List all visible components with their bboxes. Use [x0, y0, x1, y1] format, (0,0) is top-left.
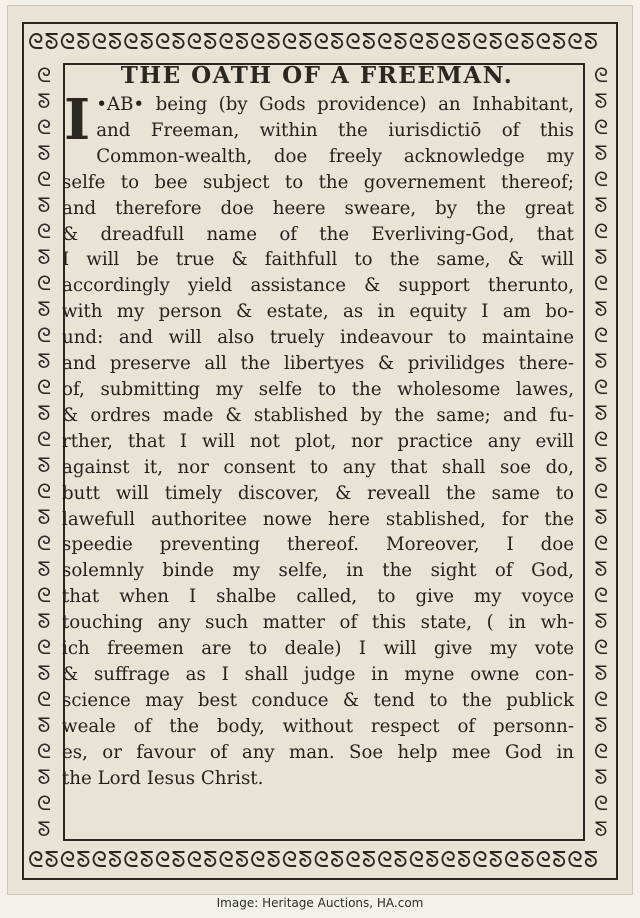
- oath-line: lawefull authoritee nowe here stablished, for the: [62, 508, 574, 530]
- drop-cap: I: [64, 87, 91, 153]
- oath-line: touching any such matter of this state, ( in wh-: [62, 612, 574, 634]
- oath-line: und: and will also truely indeavour to maintaine: [62, 327, 574, 349]
- top-ornament-border: ᘓᘕᘓᘕᘓᘕᘓᘕᘓᘕᘓᘕᘓᘕᘓᘕᘓᘕᘓᘕᘓᘕᘓᘕᘓᘕᘓᘕᘓᘕᘓᘕᘓᘕᘓᘕ: [28, 30, 599, 55]
- oath-line: and therefore doe heere sweare, by the great: [62, 197, 574, 219]
- oath-line: with my person & estate, as in equity I am bo-: [62, 301, 574, 323]
- oath-body: [62, 87, 574, 791]
- oath-line: speedie preventing thereof. Moreover, I doe: [62, 534, 574, 556]
- oath-line: butt will timely discover, & reveall the same to: [62, 482, 574, 504]
- oath-line: rther, that I will not plot, nor practice any evill: [62, 430, 574, 452]
- oath-line: that when I shalbe called, to give my voyce: [62, 586, 574, 608]
- oath-line: weale of the body, without respect of personn-: [62, 715, 574, 737]
- oath-line: I will be true & faithfull to the same, & will: [62, 249, 574, 271]
- oath-line: of, submitting my selfe to the wholesome lawes,: [62, 378, 574, 400]
- oath-line: ich freemen are to deale) I will give my vote: [62, 638, 574, 660]
- oath-line: & dreadfull name of the Everliving-God, that: [62, 223, 574, 245]
- oath-line: against it, nor consent to any that shall soe do,: [62, 456, 574, 478]
- image-credit-caption: Image: Heritage Auctions, HA.com: [216, 896, 424, 910]
- oath-line: & suffrage as I shall judge in myne owne con-: [62, 663, 574, 685]
- document-title: THE OATH OF A FREEMAN.: [120, 62, 514, 89]
- oath-line: es, or favour of any man. Soe help mee God in: [62, 741, 574, 763]
- oath-line: selfe to bee subject to the governement thereof;: [62, 171, 574, 193]
- oath-line: & ordres made & stablished by the same; and fu-: [62, 404, 574, 426]
- oath-line: accordingly yield assistance & support therunto,: [62, 275, 574, 297]
- oath-line: Common-wealth, doe freely acknowledge my: [96, 145, 574, 167]
- oath-line: solemnly binde my selfe, in the sight of God,: [62, 560, 574, 582]
- oath-line: and preserve all the libertyes & privilidges there-: [62, 353, 574, 375]
- left-ornament-border: ᘓ ᘕ ᘓ ᘕ ᘓ ᘕ ᘓ ᘕ ᘓ ᘕ ᘓ ᘕ ᘓ ᘕ ᘓ ᘕ ᘓ ᘕ ᘓ ᘕ ᘓ ᘕ ᘓ ᘕ ᘓ ᘕ ᘓ ᘕ ᘓ ᘕ: [36, 63, 52, 841]
- oath-line: •AB• being (by Gods providence) an Inhabitant,: [96, 94, 574, 115]
- bottom-ornament-border: ᘓᘕᘓᘕᘓᘕᘓᘕᘓᘕᘓᘕᘓᘕᘓᘕᘓᘕᘓᘕᘓᘕᘓᘕᘓᘕᘓᘕᘓᘕᘓᘕᘓᘕᘓᘕ: [28, 848, 599, 873]
- right-ornament-border: ᘓ ᘕ ᘓ ᘕ ᘓ ᘕ ᘓ ᘕ ᘓ ᘕ ᘓ ᘕ ᘓ ᘕ ᘓ ᘕ ᘓ ᘕ ᘓ ᘕ ᘓ ᘕ ᘓ ᘕ ᘓ ᘕ ᘓ ᘕ ᘓ ᘕ: [593, 63, 609, 841]
- oath-line: science may best conduce & tend to the publick: [62, 689, 574, 711]
- oath-line: the Lord Iesus Christ.: [62, 767, 264, 789]
- oath-line: and Freeman, within the iurisdictiō of this: [96, 119, 574, 141]
